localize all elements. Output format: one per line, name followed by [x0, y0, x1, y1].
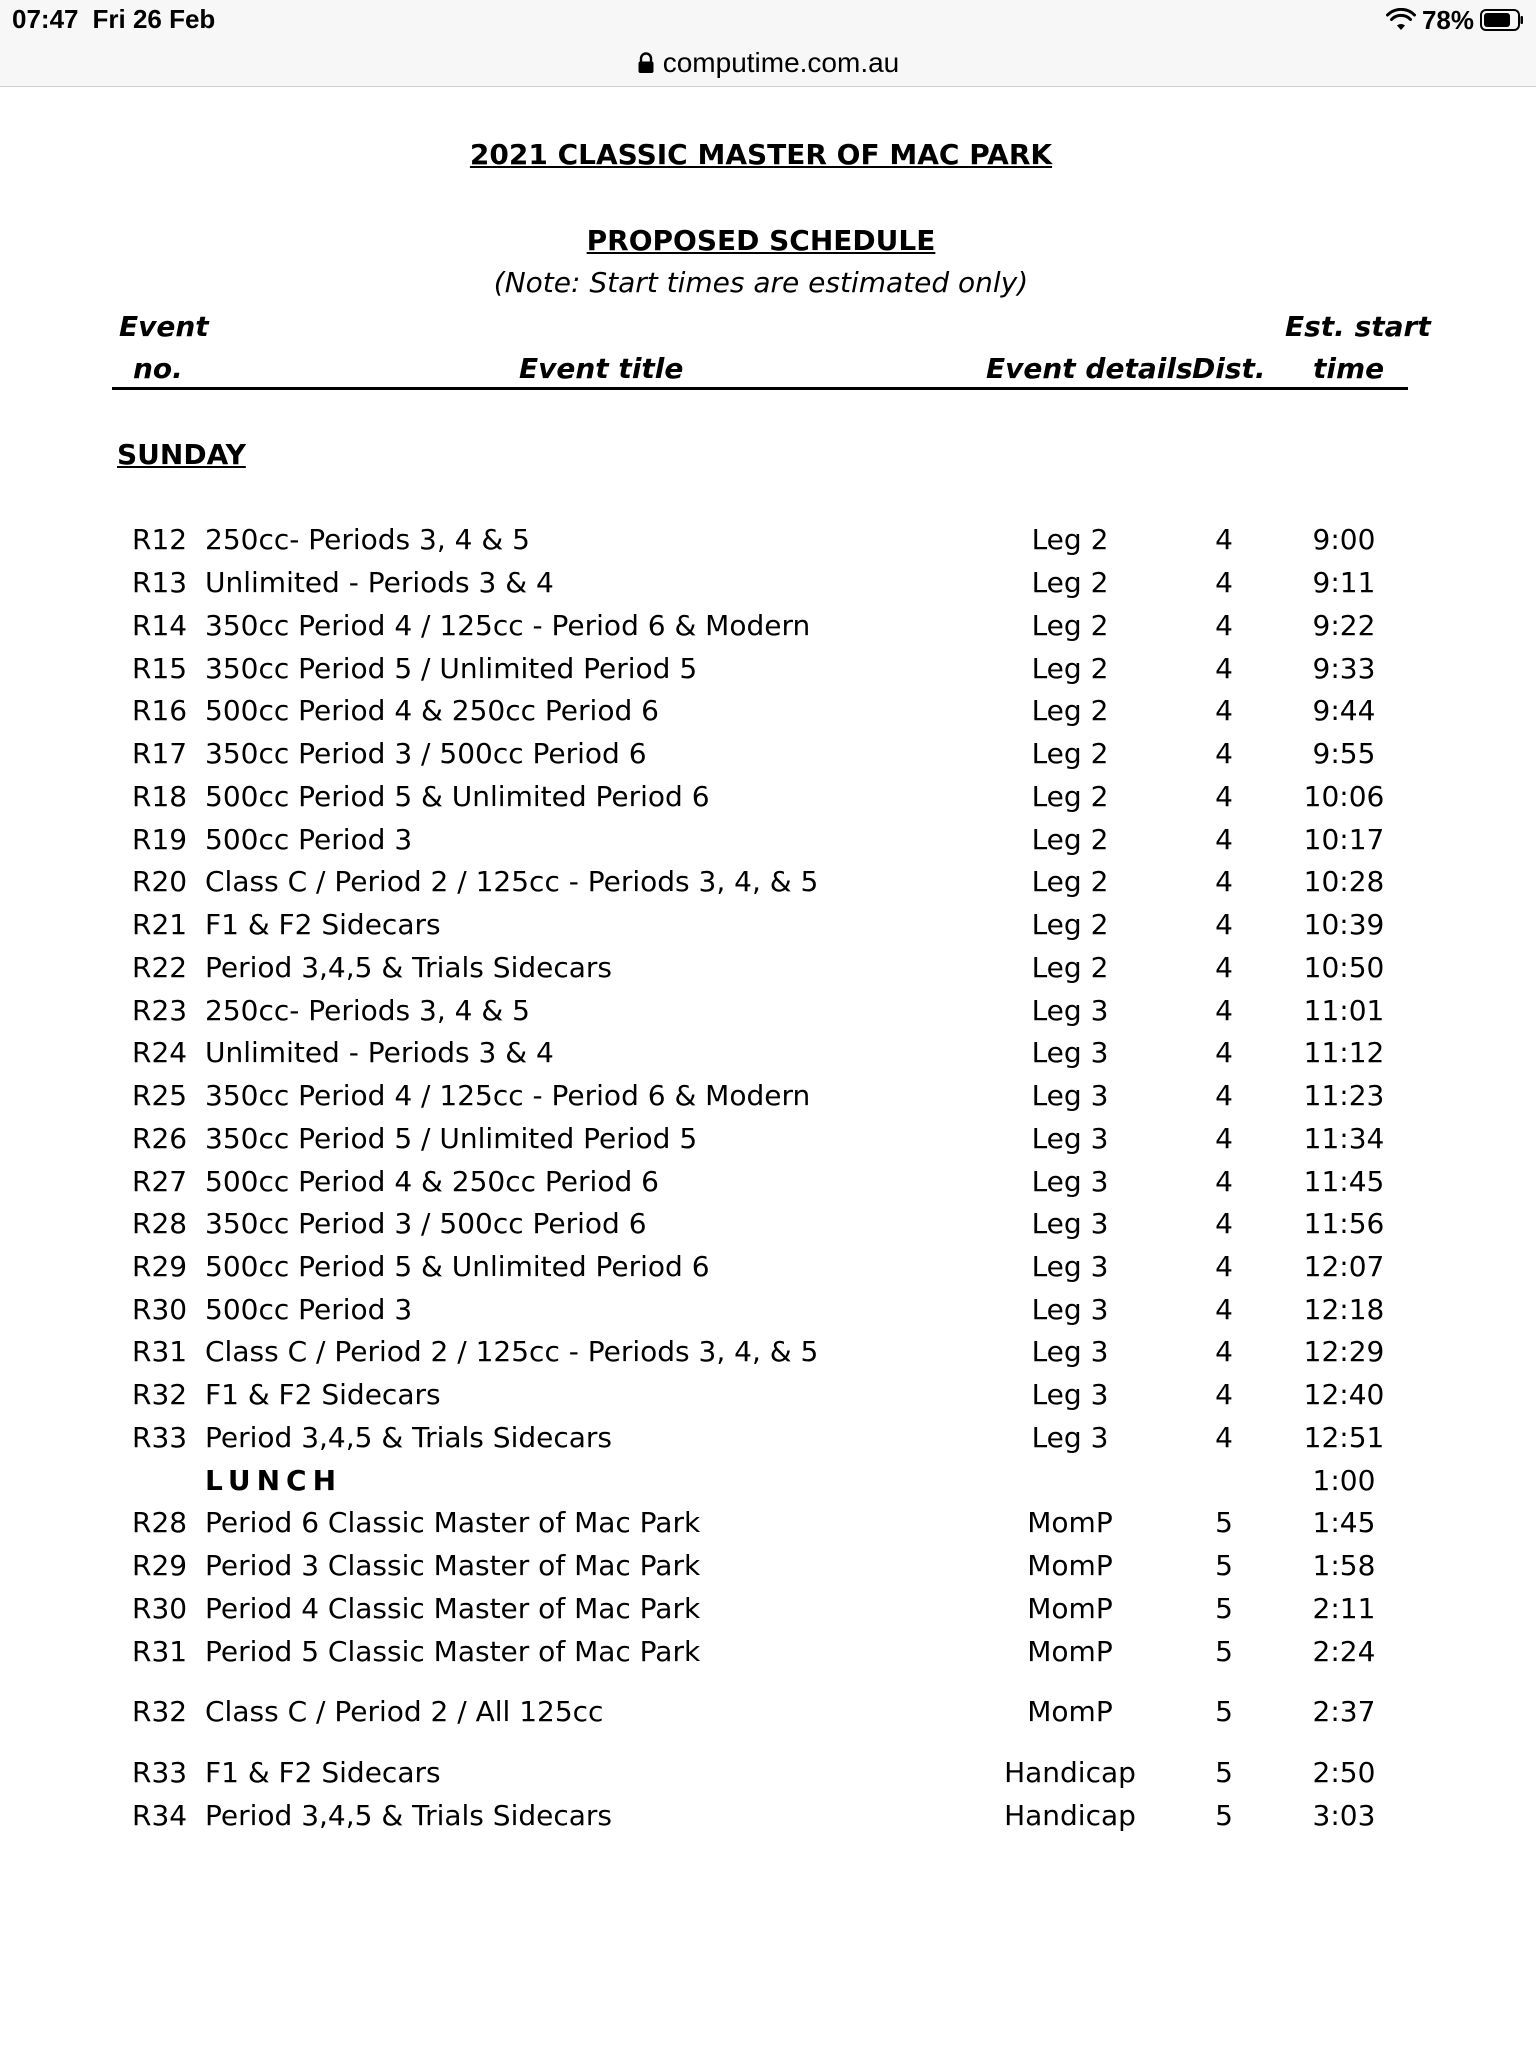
event-number: R29 [132, 1549, 188, 1582]
event-title: 500cc Period 3 [205, 1293, 413, 1326]
event-distance: 5 [1215, 1695, 1233, 1728]
table-row [0, 1250, 1536, 1290]
table-row [0, 1421, 1536, 1461]
table-row [0, 1549, 1536, 1589]
event-title: Period 4 Classic Master of Mac Park [205, 1592, 701, 1625]
event-number: R16 [132, 694, 188, 727]
lunch-break-row [0, 1464, 1536, 1504]
event-number: R31 [132, 1335, 188, 1368]
event-title: F1 & F2 Sidecars [205, 1378, 441, 1411]
event-start-time: 12:51 [1303, 1421, 1385, 1454]
event-title: Period 3 Classic Master of Mac Park [205, 1549, 701, 1582]
event-details: MomP [1027, 1549, 1113, 1582]
event-distance: 4 [1215, 908, 1233, 941]
event-title: Period 6 Classic Master of Mac Park [205, 1506, 701, 1539]
event-details: Leg 3 [1031, 1335, 1109, 1368]
event-title: 500cc Period 4 & 250cc Period 6 [205, 694, 659, 727]
event-number: R25 [132, 1079, 188, 1112]
table-row [0, 994, 1536, 1034]
event-details: Leg 3 [1031, 1250, 1109, 1283]
event-start-time: 12:40 [1303, 1378, 1385, 1411]
event-details: MomP [1027, 1635, 1113, 1668]
event-number: R32 [132, 1695, 188, 1728]
event-details: Leg 2 [1031, 523, 1109, 556]
event-start-time: 12:07 [1303, 1250, 1385, 1283]
table-row [0, 1207, 1536, 1247]
table-row [0, 1293, 1536, 1333]
event-start-time: 11:01 [1303, 994, 1385, 1027]
event-title: 250cc- Periods 3, 4 & 5 [205, 523, 530, 556]
event-number: R18 [132, 780, 188, 813]
table-row [0, 1165, 1536, 1205]
event-start-time: 9:55 [1312, 737, 1376, 770]
event-title: Period 3,4,5 & Trials Sidecars [205, 1799, 612, 1832]
event-number: R14 [132, 609, 188, 642]
event-details: Leg 3 [1031, 1207, 1109, 1240]
table-row [0, 865, 1536, 905]
event-title: 500cc Period 4 & 250cc Period 6 [205, 1165, 659, 1198]
event-details: Leg 2 [1031, 951, 1109, 984]
table-row [0, 652, 1536, 692]
table-row [0, 1635, 1536, 1675]
event-details: MomP [1027, 1592, 1113, 1625]
event-title: Unlimited - Periods 3 & 4 [205, 1036, 554, 1069]
event-title: 350cc Period 5 / Unlimited Period 5 [205, 652, 698, 685]
event-details: Leg 2 [1031, 694, 1109, 727]
event-details: MomP [1027, 1695, 1113, 1728]
event-details: Leg 2 [1031, 865, 1109, 898]
event-distance: 4 [1215, 1378, 1233, 1411]
event-number: R26 [132, 1122, 188, 1155]
table-row [0, 1036, 1536, 1076]
table-row [0, 1378, 1536, 1418]
header-event-details: Event details [986, 352, 1193, 385]
event-distance: 4 [1215, 609, 1233, 642]
event-details: Leg 3 [1031, 1165, 1109, 1198]
event-start-time: 9:11 [1312, 566, 1376, 599]
event-title: Class C / Period 2 / 125cc - Periods 3, 4, & 5 [205, 1335, 819, 1368]
table-row [0, 1756, 1536, 1796]
event-start-time: 10:17 [1303, 823, 1385, 856]
event-start-time: 1:45 [1312, 1506, 1376, 1539]
event-title: LUNCH [205, 1464, 342, 1497]
event-number: R32 [132, 1378, 188, 1411]
event-title: Period 5 Classic Master of Mac Park [205, 1635, 701, 1668]
event-details: Handicap [1004, 1799, 1136, 1832]
event-start-time: 9:44 [1312, 694, 1376, 727]
event-distance: 4 [1215, 1293, 1233, 1326]
event-number: R20 [132, 865, 188, 898]
event-start-time: 2:24 [1312, 1635, 1376, 1668]
event-title: 250cc- Periods 3, 4 & 5 [205, 994, 530, 1027]
event-distance: 4 [1215, 1207, 1233, 1240]
event-distance: 4 [1215, 1335, 1233, 1368]
table-row [0, 1079, 1536, 1119]
event-distance: 4 [1215, 1122, 1233, 1155]
table-row [0, 823, 1536, 863]
header-event-no-line2: no. [133, 352, 183, 385]
table-row [0, 1695, 1536, 1735]
event-distance: 4 [1215, 994, 1233, 1027]
event-number: R19 [132, 823, 188, 856]
table-row [0, 737, 1536, 777]
table-row [0, 1122, 1536, 1162]
table-row [0, 609, 1536, 649]
event-title: F1 & F2 Sidecars [205, 1756, 441, 1789]
event-title: 350cc Period 5 / Unlimited Period 5 [205, 1122, 698, 1155]
event-start-time: 11:56 [1303, 1207, 1385, 1240]
event-start-time: 9:00 [1312, 523, 1376, 556]
event-start-time: 10:06 [1303, 780, 1385, 813]
event-start-time: 9:22 [1312, 609, 1376, 642]
event-number: R21 [132, 908, 188, 941]
event-title: 350cc Period 4 / 125cc - Period 6 & Modern [205, 609, 811, 642]
event-start-time: 11:34 [1303, 1122, 1385, 1155]
event-number: R30 [132, 1592, 188, 1625]
event-details: Leg 3 [1031, 1421, 1109, 1454]
event-title: Period 3,4,5 & Trials Sidecars [205, 951, 612, 984]
table-row [0, 908, 1536, 948]
event-title: 350cc Period 3 / 500cc Period 6 [205, 737, 647, 770]
day-heading: SUNDAY [117, 438, 246, 471]
event-start-time: 11:23 [1303, 1079, 1385, 1112]
table-row [0, 1506, 1536, 1546]
event-details: Leg 3 [1031, 1293, 1109, 1326]
url-text[interactable]: computime.com.au [662, 47, 900, 78]
header-event-no-line1: Event [119, 310, 209, 343]
event-distance: 4 [1215, 694, 1233, 727]
event-start-time: 12:18 [1303, 1293, 1385, 1326]
event-start-time: 1:00 [1312, 1464, 1376, 1497]
event-number: R13 [132, 566, 188, 599]
table-row [0, 566, 1536, 606]
event-title: 500cc Period 3 [205, 823, 413, 856]
event-distance: 5 [1215, 1635, 1233, 1668]
event-start-time: 2:11 [1312, 1592, 1376, 1625]
event-number: R28 [132, 1207, 188, 1240]
event-number: R22 [132, 951, 188, 984]
header-start-time-line1: Est. start [1285, 310, 1431, 343]
event-details: Leg 3 [1031, 1122, 1109, 1155]
event-distance: 4 [1215, 951, 1233, 984]
event-start-time: 3:03 [1312, 1799, 1376, 1832]
event-title: 350cc Period 3 / 500cc Period 6 [205, 1207, 647, 1240]
event-start-time: 10:39 [1303, 908, 1385, 941]
event-distance: 4 [1215, 652, 1233, 685]
event-number: R12 [132, 523, 188, 556]
event-distance: 5 [1215, 1549, 1233, 1582]
event-distance: 4 [1215, 1165, 1233, 1198]
event-start-time: 11:12 [1303, 1036, 1385, 1069]
event-distance: 4 [1215, 865, 1233, 898]
event-details: Leg 2 [1031, 737, 1109, 770]
header-event-title: Event title [519, 352, 684, 385]
schedule-note: (Note: Start times are estimated only) [493, 266, 1029, 299]
event-number: R27 [132, 1165, 188, 1198]
event-title: 350cc Period 4 / 125cc - Period 6 & Modern [205, 1079, 811, 1112]
event-title: Class C / Period 2 / All 125cc [205, 1695, 604, 1728]
event-distance: 4 [1215, 1250, 1233, 1283]
table-row [0, 1592, 1536, 1632]
event-number: R23 [132, 994, 188, 1027]
status-date: Fri 26 Feb [92, 4, 216, 34]
table-row [0, 951, 1536, 991]
event-start-time: 2:50 [1312, 1756, 1376, 1789]
event-title: 500cc Period 5 & Unlimited Period 6 [205, 1250, 710, 1283]
event-number: R29 [132, 1250, 188, 1283]
event-details: Leg 2 [1031, 908, 1109, 941]
event-start-time: 10:50 [1303, 951, 1385, 984]
event-title: F1 & F2 Sidecars [205, 908, 441, 941]
event-title: Class C / Period 2 / 125cc - Periods 3, 4, & 5 [205, 865, 819, 898]
event-start-time: 11:45 [1303, 1165, 1385, 1198]
event-details: Leg 3 [1031, 1079, 1109, 1112]
event-number: R17 [132, 737, 188, 770]
event-start-time: 1:58 [1312, 1549, 1376, 1582]
event-number: R28 [132, 1506, 188, 1539]
event-details: Leg 3 [1031, 1378, 1109, 1411]
event-distance: 5 [1215, 1506, 1233, 1539]
event-number: R24 [132, 1036, 188, 1069]
event-distance: 4 [1215, 737, 1233, 770]
event-distance: 5 [1215, 1799, 1233, 1832]
event-distance: 4 [1215, 566, 1233, 599]
event-number: R15 [132, 652, 188, 685]
event-title: 500cc Period 5 & Unlimited Period 6 [205, 780, 710, 813]
event-number: R33 [132, 1756, 188, 1789]
header-distance: Dist. [1192, 352, 1266, 385]
event-number: R33 [132, 1421, 188, 1454]
event-distance: 4 [1215, 523, 1233, 556]
event-distance: 4 [1215, 1036, 1233, 1069]
event-details: Leg 2 [1031, 823, 1109, 856]
event-start-time: 12:29 [1303, 1335, 1385, 1368]
event-details: Leg 3 [1031, 994, 1109, 1027]
event-distance: 5 [1215, 1592, 1233, 1625]
table-row [0, 780, 1536, 820]
table-row [0, 694, 1536, 734]
event-number: R34 [132, 1799, 188, 1832]
event-details: Handicap [1004, 1756, 1136, 1789]
event-start-time: 2:37 [1312, 1695, 1376, 1728]
event-start-time: 9:33 [1312, 652, 1376, 685]
battery-percent: 78% [1421, 4, 1474, 35]
event-number: R30 [132, 1293, 188, 1326]
page-title: 2021 CLASSIC MASTER OF MAC PARK [469, 138, 1053, 171]
event-details: Leg 2 [1031, 652, 1109, 685]
event-details: Leg 2 [1031, 609, 1109, 642]
event-start-time: 10:28 [1303, 865, 1385, 898]
event-distance: 4 [1215, 823, 1233, 856]
event-distance: 4 [1215, 780, 1233, 813]
table-row [0, 1335, 1536, 1375]
status-time: 07:47 [12, 4, 79, 34]
event-details: MomP [1027, 1506, 1113, 1539]
event-distance: 5 [1215, 1756, 1233, 1789]
event-number: R31 [132, 1635, 188, 1668]
event-details: Leg 2 [1031, 566, 1109, 599]
event-distance: 4 [1215, 1079, 1233, 1112]
table-row [0, 523, 1536, 563]
header-start-time-line2: time [1313, 352, 1385, 385]
page-subtitle: PROPOSED SCHEDULE [586, 224, 936, 257]
event-title: Period 3,4,5 & Trials Sidecars [205, 1421, 612, 1454]
event-distance: 4 [1215, 1421, 1233, 1454]
event-details: Leg 3 [1031, 1036, 1109, 1069]
event-title: Unlimited - Periods 3 & 4 [205, 566, 554, 599]
table-row [0, 1799, 1536, 1839]
event-details: Leg 2 [1031, 780, 1109, 813]
